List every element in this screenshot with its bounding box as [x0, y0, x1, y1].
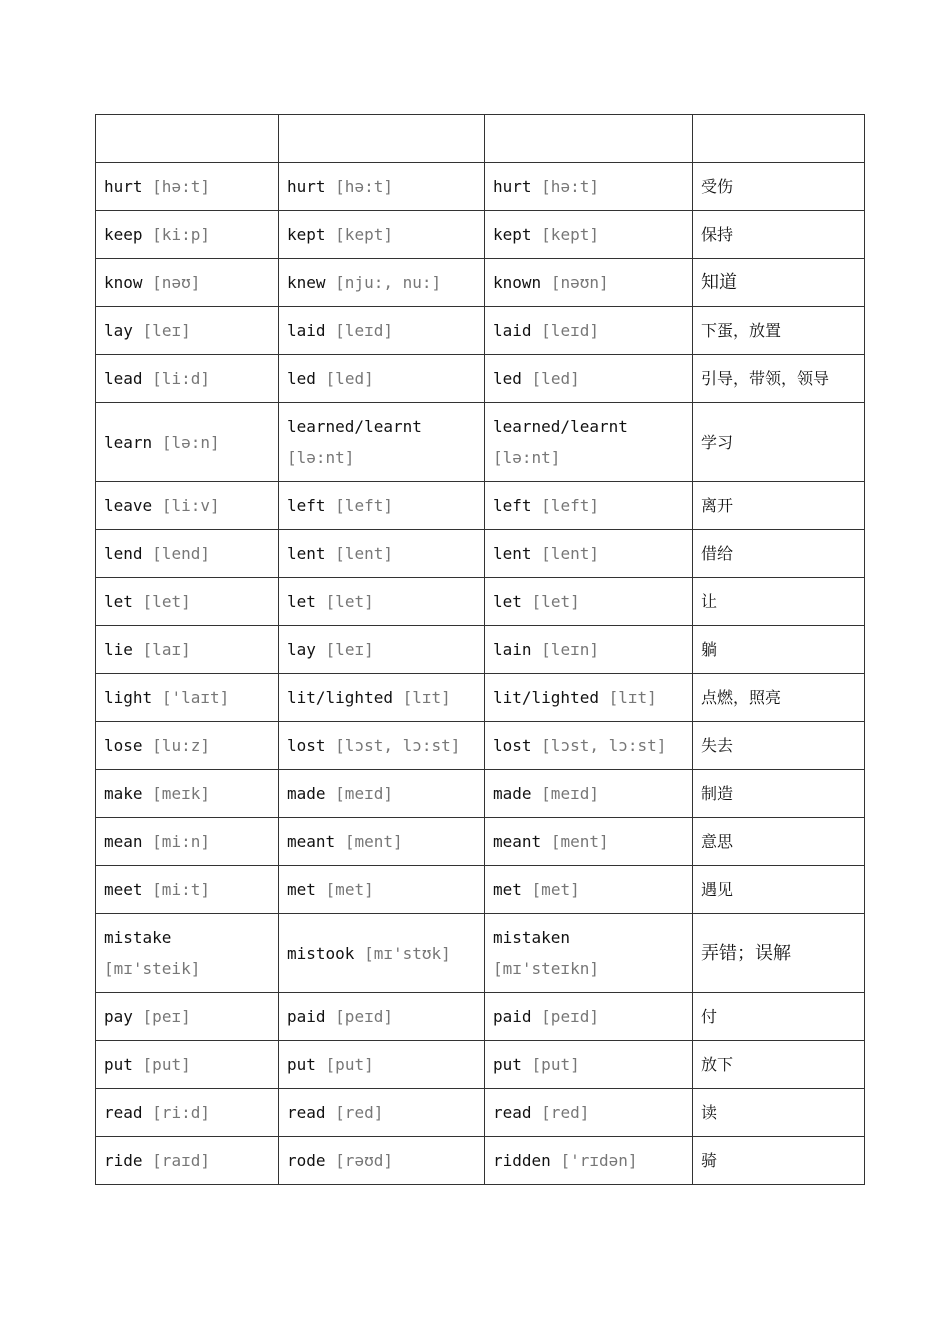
participle-word: learned/learnt	[493, 417, 628, 436]
base-word: ride	[104, 1151, 143, 1170]
cell-participle	[485, 1041, 693, 1089]
past-word: kept	[287, 225, 326, 244]
cell-past	[279, 914, 485, 993]
participle-pronunciation: [hə:t]	[541, 177, 599, 196]
participle-word: laid	[493, 321, 532, 340]
past-pronunciation: [mɪ'stʊk]	[364, 943, 451, 963]
cell-meaning: 保持	[693, 211, 865, 259]
table-row	[96, 818, 865, 866]
cell-participle	[485, 914, 693, 993]
participle-word: meant	[493, 832, 542, 851]
base-pronunciation: [put]	[142, 1055, 191, 1074]
cell-past	[279, 259, 485, 307]
table-row	[96, 1041, 865, 1089]
cell-base	[96, 993, 279, 1041]
participle-word: paid	[493, 1007, 532, 1026]
participle-pronunciation: [leɪd]	[541, 321, 599, 340]
cell-meaning: 受伤	[693, 163, 865, 211]
base-pronunciation: [raɪd]	[152, 1151, 210, 1170]
base-pronunciation: [laɪ]	[142, 640, 191, 659]
base-word: lead	[104, 369, 143, 388]
cell-base	[96, 866, 279, 914]
cell-base	[96, 722, 279, 770]
table-row	[96, 530, 865, 578]
cell-past	[279, 866, 485, 914]
base-pronunciation: [lu:z]	[152, 736, 210, 755]
past-pronunciation: [leɪd]	[335, 321, 393, 340]
cell-participle	[485, 818, 693, 866]
cell-meaning: 失去	[693, 722, 865, 770]
irregular-verb-table	[95, 114, 865, 1185]
base-word: pay	[104, 1007, 133, 1026]
cell-participle	[485, 866, 693, 914]
cell-base	[96, 770, 279, 818]
base-pronunciation: [let]	[142, 592, 191, 611]
participle-pronunciation: [nəʊn]	[550, 273, 609, 292]
base-word: let	[104, 592, 133, 611]
past-pronunciation: [lent]	[335, 544, 393, 563]
cell-past	[279, 1089, 485, 1137]
base-pronunciation: [ki:p]	[152, 225, 210, 244]
base-word: lie	[104, 640, 133, 659]
base-pronunciation: [leɪ]	[142, 321, 191, 340]
base-word: lose	[104, 736, 143, 755]
past-pronunciation: [led]	[325, 369, 374, 388]
past-pronunciation: [left]	[335, 496, 393, 515]
participle-pronunciation: [lɪt]	[608, 688, 657, 707]
cell-meaning: 制造	[693, 770, 865, 818]
past-word: knew	[287, 273, 326, 292]
past-pronunciation: [put]	[325, 1055, 374, 1074]
past-word: mistook	[287, 943, 355, 963]
past-word: let	[287, 592, 316, 611]
participle-pronunciation: [ment]	[550, 832, 609, 851]
past-pronunciation: [nju:, nu:]	[335, 273, 442, 292]
participle-word: led	[493, 369, 522, 388]
table-row	[96, 674, 865, 722]
past-pronunciation: [let]	[325, 592, 374, 611]
table-row	[96, 482, 865, 530]
table-row	[96, 163, 865, 211]
past-word: read	[287, 1103, 326, 1122]
verb-table-body	[96, 115, 865, 1185]
participle-word: lain	[493, 640, 532, 659]
cell-past	[279, 1137, 485, 1185]
cell-base	[96, 818, 279, 866]
cell-past	[279, 211, 485, 259]
cell-base	[96, 578, 279, 626]
table-row	[96, 259, 865, 307]
cell-participle	[485, 307, 693, 355]
cell-meaning: 让	[693, 578, 865, 626]
cell-base	[96, 914, 279, 993]
table-row	[96, 626, 865, 674]
participle-pronunciation: [lə:nt]	[493, 448, 561, 467]
participle-pronunciation: [mɪ'steɪkn]	[493, 959, 599, 978]
past-word: laid	[287, 321, 326, 340]
cell-participle	[485, 482, 693, 530]
base-pronunciation: [mi:n]	[152, 832, 210, 851]
past-pronunciation: [kept]	[335, 225, 393, 244]
cell-participle	[485, 1137, 693, 1185]
base-pronunciation: [li:d]	[152, 369, 210, 388]
base-word: light	[104, 688, 153, 707]
cell-base	[96, 307, 279, 355]
past-word: hurt	[287, 177, 326, 196]
base-pronunciation: [mi:t]	[152, 880, 210, 899]
base-word: put	[104, 1055, 133, 1074]
table-row	[96, 355, 865, 403]
cell-participle	[485, 722, 693, 770]
cell-base	[96, 211, 279, 259]
cell-participle	[485, 403, 693, 482]
cell-base	[96, 1089, 279, 1137]
past-word: learned/learnt	[287, 417, 422, 436]
participle-pronunciation: [let]	[531, 592, 580, 611]
cell-participle	[485, 626, 693, 674]
base-word: meet	[104, 880, 143, 899]
cell-meaning: 遇见	[693, 866, 865, 914]
cell-participle	[485, 770, 693, 818]
participle-pronunciation: [leɪn]	[541, 640, 599, 659]
cell-meaning: 引导，带领，领导	[693, 355, 865, 403]
cell-base	[96, 403, 279, 482]
cell-past	[279, 530, 485, 578]
base-pronunciation: [mɪ'steik]	[104, 959, 201, 978]
base-pronunciation: ['laɪt]	[161, 688, 230, 707]
participle-pronunciation: [met]	[531, 880, 580, 899]
cell-meaning: 下蛋，放置	[693, 307, 865, 355]
past-word: lost	[287, 736, 326, 755]
base-word: mean	[104, 832, 143, 851]
cell-participle	[485, 355, 693, 403]
header-cell-meaning	[693, 115, 865, 163]
base-word: lend	[104, 544, 143, 563]
participle-pronunciation: [kept]	[541, 225, 599, 244]
table-row	[96, 722, 865, 770]
table-row	[96, 770, 865, 818]
table-row	[96, 1137, 865, 1185]
base-word: read	[104, 1103, 143, 1122]
participle-word: let	[493, 592, 522, 611]
base-word: mistake	[104, 928, 172, 947]
past-pronunciation: [rəʊd]	[335, 1151, 393, 1170]
past-pronunciation: [leɪ]	[325, 640, 374, 659]
cell-base	[96, 259, 279, 307]
participle-word: mistaken	[493, 928, 571, 947]
base-pronunciation: [hə:t]	[152, 177, 210, 196]
cell-base	[96, 1137, 279, 1185]
cell-participle	[485, 211, 693, 259]
cell-participle	[485, 674, 693, 722]
cell-meaning: 点燃，照亮	[693, 674, 865, 722]
cell-base	[96, 674, 279, 722]
base-word: know	[104, 273, 143, 292]
participle-pronunciation: [left]	[541, 496, 599, 515]
past-word: lit/lighted	[287, 688, 393, 707]
cell-participle	[485, 1089, 693, 1137]
cell-past	[279, 578, 485, 626]
table-row	[96, 993, 865, 1041]
participle-word: ridden	[493, 1151, 551, 1170]
table-row	[96, 403, 865, 482]
base-word: hurt	[104, 177, 143, 196]
past-pronunciation: [hə:t]	[335, 177, 393, 196]
cell-meaning: 躺	[693, 626, 865, 674]
header-cell-past	[279, 115, 485, 163]
past-word: met	[287, 880, 316, 899]
participle-word: kept	[493, 225, 532, 244]
header-cell-participle	[485, 115, 693, 163]
header-row	[96, 115, 865, 163]
participle-word: met	[493, 880, 522, 899]
base-pronunciation: [lend]	[152, 544, 210, 563]
past-word: put	[287, 1055, 316, 1074]
cell-past	[279, 674, 485, 722]
past-pronunciation: [lɔst, lɔ:st]	[335, 736, 461, 755]
participle-word: hurt	[493, 177, 532, 196]
table-row	[96, 211, 865, 259]
past-word: paid	[287, 1007, 326, 1026]
base-word: leave	[104, 496, 153, 515]
cell-meaning: 读	[693, 1089, 865, 1137]
participle-word: lost	[493, 736, 532, 755]
past-word: lay	[287, 640, 316, 659]
cell-past	[279, 993, 485, 1041]
cell-base	[96, 355, 279, 403]
cell-participle	[485, 530, 693, 578]
table-row	[96, 866, 865, 914]
cell-meaning: 意思	[693, 818, 865, 866]
table-row	[96, 1089, 865, 1137]
cell-meaning: 学习	[693, 403, 865, 482]
past-word: lent	[287, 544, 326, 563]
past-pronunciation: [met]	[325, 880, 374, 899]
cell-participle	[485, 578, 693, 626]
past-pronunciation: [meɪd]	[335, 784, 393, 803]
participle-pronunciation: ['rɪdən]	[560, 1151, 638, 1170]
participle-pronunciation: [lɔst, lɔ:st]	[541, 736, 667, 755]
past-pronunciation: [peɪd]	[335, 1007, 393, 1026]
participle-pronunciation: [meɪd]	[541, 784, 599, 803]
past-word: left	[287, 496, 326, 515]
cell-past	[279, 626, 485, 674]
base-pronunciation: [ri:d]	[152, 1103, 210, 1122]
base-pronunciation: [nəʊ]	[152, 273, 201, 292]
participle-pronunciation: [peɪd]	[541, 1007, 599, 1026]
base-pronunciation: [li:v]	[161, 496, 220, 515]
participle-word: put	[493, 1055, 522, 1074]
cell-past	[279, 355, 485, 403]
cell-past	[279, 163, 485, 211]
table-row	[96, 578, 865, 626]
base-pronunciation: [meɪk]	[152, 784, 210, 803]
cell-past	[279, 482, 485, 530]
cell-meaning: 放下	[693, 1041, 865, 1089]
cell-meaning: 借给	[693, 530, 865, 578]
cell-base	[96, 530, 279, 578]
participle-word: lent	[493, 544, 532, 563]
cell-meaning: 离开	[693, 482, 865, 530]
cell-meaning: 付	[693, 993, 865, 1041]
participle-pronunciation: [lent]	[541, 544, 599, 563]
cell-meaning: 知道	[693, 259, 865, 307]
cell-base	[96, 1041, 279, 1089]
participle-pronunciation: [put]	[531, 1055, 580, 1074]
cell-participle	[485, 993, 693, 1041]
participle-pronunciation: [led]	[531, 369, 580, 388]
base-word: lay	[104, 321, 133, 340]
cell-past	[279, 307, 485, 355]
participle-word: known	[493, 273, 542, 292]
participle-pronunciation: [red]	[541, 1103, 590, 1122]
table-row	[96, 914, 865, 993]
cell-past	[279, 1041, 485, 1089]
past-word: rode	[287, 1151, 326, 1170]
participle-word: made	[493, 784, 532, 803]
cell-base	[96, 163, 279, 211]
base-word: learn	[104, 432, 153, 452]
past-pronunciation: [lə:nt]	[287, 448, 355, 467]
past-pronunciation: [ment]	[344, 832, 403, 851]
cell-meaning: 骑	[693, 1137, 865, 1185]
past-pronunciation: [lɪt]	[402, 688, 451, 707]
cell-meaning: 弄错；误解	[693, 914, 865, 993]
past-word: led	[287, 369, 316, 388]
cell-past	[279, 818, 485, 866]
base-word: make	[104, 784, 143, 803]
cell-past	[279, 722, 485, 770]
past-word: meant	[287, 832, 336, 851]
cell-past	[279, 403, 485, 482]
past-word: made	[287, 784, 326, 803]
base-pronunciation: [peɪ]	[142, 1007, 191, 1026]
table-row	[96, 307, 865, 355]
cell-base	[96, 626, 279, 674]
cell-participle	[485, 259, 693, 307]
participle-word: read	[493, 1103, 532, 1122]
participle-word: left	[493, 496, 532, 515]
past-pronunciation: [red]	[335, 1103, 384, 1122]
header-cell-base	[96, 115, 279, 163]
cell-base	[96, 482, 279, 530]
participle-word: lit/lighted	[493, 688, 599, 707]
cell-participle	[485, 163, 693, 211]
cell-past	[279, 770, 485, 818]
base-pronunciation: [lə:n]	[161, 432, 220, 452]
base-word: keep	[104, 225, 143, 244]
